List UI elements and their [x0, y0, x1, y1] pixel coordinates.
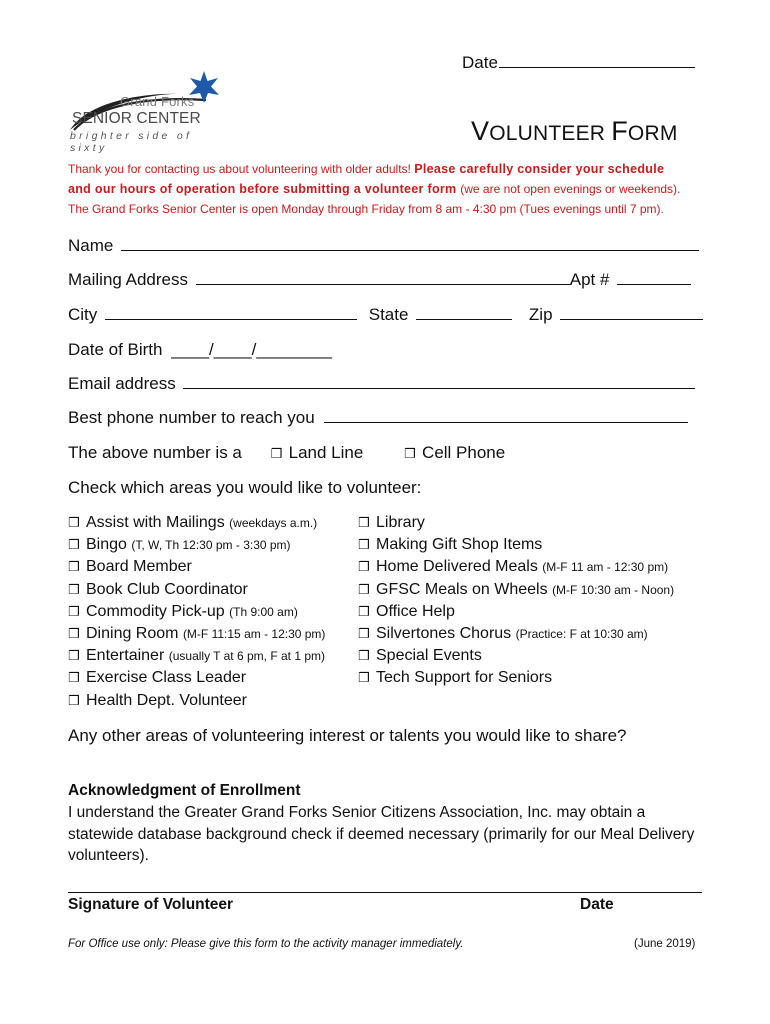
volunteer-option[interactable]: [358, 669, 552, 687]
checkbox-icon[interactable]: ❒: [68, 604, 80, 620]
landline-option[interactable]: ❒ Land Line: [270, 443, 364, 462]
volunteer-option[interactable]: [68, 603, 298, 621]
mailing-address-field: [68, 270, 691, 290]
phone-label: Best phone number to reach you: [68, 408, 315, 427]
mailing-address-label: Mailing Address: [68, 270, 189, 289]
volunteer-option-label: Health Dept. Volunteer: [86, 691, 247, 709]
checkbox-icon[interactable]: ❒: [358, 604, 370, 620]
checkbox-icon[interactable]: ❒: [358, 649, 370, 665]
volunteer-option-note: (T, W, Th 12:30 pm - 3:30 pm): [131, 538, 291, 553]
intro-line-2: and our hours of operation before submitting a volunteer form (we are not open evenings or weekends).: [68, 182, 681, 196]
dob-input[interactable]: ____/____/________: [171, 340, 332, 359]
volunteer-option-note: (usually T at 6 pm, F at 1 pm): [168, 649, 325, 664]
volunteer-option[interactable]: [358, 647, 482, 665]
volunteer-option-label: Silvertones Chorus: [376, 625, 512, 642]
volunteer-option-note: (M-F 11:15 am - 12:30 pm): [182, 627, 326, 641]
logo-line-2: SENIOR CENTER: [72, 110, 201, 127]
checkbox-icon[interactable]: ❒: [68, 582, 80, 598]
volunteer-option[interactable]: [358, 603, 455, 621]
checkbox-icon[interactable]: ❒: [68, 649, 80, 665]
volunteer-option-label: Commodity Pick-up: [86, 602, 225, 620]
volunteer-option-label: Dining Room: [86, 625, 179, 642]
checkbox-icon[interactable]: ❒: [68, 538, 80, 554]
intro-line-1: Thank you for contacting us about volunteering with older adults! Please carefully consider your schedule: [68, 162, 665, 176]
volunteer-option-note: (M-F 11 am - 12:30 pm): [542, 560, 669, 575]
checkbox-icon[interactable]: ❒: [358, 671, 370, 687]
email-field: [68, 374, 695, 394]
intro-line-3: The Grand Forks Senior Center is open Monday through Friday from 8 am - 4:30 pm (Tues evenings until 7 pm).: [68, 202, 664, 216]
checkbox-icon: ❒: [270, 447, 283, 462]
logo-line-1: Grand Forks: [120, 94, 195, 109]
dob-label: Date of Birth: [68, 340, 163, 359]
volunteer-option-label: Entertainer: [86, 647, 165, 665]
apt-label: Apt #: [569, 270, 610, 289]
volunteer-option-label: Exercise Class Leader: [86, 669, 247, 687]
volunteer-option-label: Bingo: [86, 536, 127, 554]
city-label: City: [68, 305, 98, 324]
volunteer-option[interactable]: [68, 692, 247, 710]
volunteer-option-label: Book Club Coordinator: [86, 580, 248, 598]
volunteer-option[interactable]: [68, 558, 192, 576]
checkbox-icon: ❒: [404, 447, 416, 462]
volunteer-option-label: Office Help: [376, 602, 455, 620]
checkbox-icon[interactable]: ❒: [68, 693, 80, 709]
signature-line[interactable]: [68, 892, 702, 893]
number-type-label: The above number is a: [68, 443, 242, 462]
top-date-label: Date: [462, 53, 498, 72]
email-input[interactable]: [183, 374, 695, 389]
volunteer-option-label: Assist with Mailings: [86, 514, 225, 531]
volunteer-option[interactable]: [358, 558, 668, 576]
volunteer-option[interactable]: [68, 669, 246, 687]
city-input[interactable]: [105, 305, 357, 320]
volunteer-option-label: Board Member: [86, 558, 192, 576]
top-date-field: [462, 52, 695, 73]
volunteer-option[interactable]: [358, 514, 425, 532]
zip-label: Zip: [528, 305, 553, 324]
volunteer-option[interactable]: [68, 581, 248, 599]
checkbox-icon[interactable]: ❒: [68, 516, 80, 531]
volunteer-option[interactable]: [358, 625, 648, 643]
logo-tagline: brighter side of sixty: [70, 130, 193, 154]
name-input[interactable]: [121, 236, 699, 251]
checkbox-icon[interactable]: ❒: [358, 538, 370, 554]
volunteer-option-label: GFSC Meals on Wheels: [376, 580, 548, 598]
top-date-line[interactable]: [499, 52, 695, 68]
name-field: [68, 236, 699, 256]
apt-input[interactable]: [617, 270, 691, 285]
checkbox-icon[interactable]: ❒: [358, 516, 370, 531]
volunteer-option[interactable]: [358, 581, 674, 599]
phone-field: [68, 408, 688, 428]
volunteer-option[interactable]: [68, 536, 291, 554]
email-label: Email address: [68, 374, 176, 393]
cellphone-option[interactable]: ❒ Cell Phone: [404, 443, 506, 462]
zip-input[interactable]: [560, 305, 703, 320]
volunteer-option-note: (weekdays a.m.): [229, 516, 318, 530]
volunteer-option[interactable]: [358, 536, 542, 554]
office-use-note: For Office use only: Please give this form to the activity manager immediately.: [68, 938, 464, 950]
acknowledgment-title: Acknowledgment of Enrollment: [68, 782, 301, 799]
city-state-zip-field: [68, 305, 703, 325]
volunteer-option-label: Special Events: [376, 647, 482, 665]
phone-input[interactable]: [324, 408, 688, 423]
volunteer-option-note: (Practice: F at 10:30 am): [515, 627, 648, 641]
checkbox-icon[interactable]: ❒: [358, 582, 370, 598]
signature-date-label: Date: [580, 896, 614, 913]
name-label: Name: [68, 236, 114, 255]
checkbox-icon[interactable]: ❒: [358, 560, 370, 576]
mailing-address-input[interactable]: [196, 270, 570, 285]
number-type-field: [68, 443, 505, 463]
form-version: (June 2019): [634, 938, 696, 950]
senior-center-logo: [66, 70, 231, 154]
checkbox-icon[interactable]: ❒: [68, 627, 80, 642]
volunteer-option[interactable]: [68, 514, 317, 532]
state-input[interactable]: [416, 305, 512, 320]
dob-field: [68, 340, 332, 360]
volunteer-option-note: (M-F 10:30 am - Noon): [552, 582, 675, 597]
acknowledgment-text: I understand the Greater Grand Forks Senior Citizens Association, Inc. may obtain a statewide database background check if deemed necessary (primarily for our Meal Delivery volunteers).: [68, 804, 695, 864]
volunteer-option[interactable]: [68, 625, 325, 643]
volunteer-option-note: (Th 9:00 am): [229, 604, 298, 619]
volunteer-option-label: Library: [376, 514, 425, 531]
volunteer-option-label: Home Delivered Meals: [376, 558, 538, 576]
other-interests-question: Any other areas of volunteering interest or talents you would like to share?: [68, 726, 627, 745]
volunteer-option-label: Making Gift Shop Items: [376, 536, 543, 554]
signature-label: Signature of Volunteer: [68, 896, 234, 913]
volunteer-heading: Check which areas you would like to volunteer:: [68, 478, 422, 497]
volunteer-option[interactable]: [68, 647, 325, 665]
checkbox-icon[interactable]: ❒: [68, 560, 80, 576]
volunteer-option-label: Tech Support for Seniors: [376, 669, 553, 687]
checkbox-icon[interactable]: ❒: [68, 671, 80, 687]
checkbox-icon[interactable]: ❒: [358, 627, 370, 642]
state-label: State: [368, 305, 409, 324]
page-title: VOLUNTEER FORM: [471, 116, 678, 146]
